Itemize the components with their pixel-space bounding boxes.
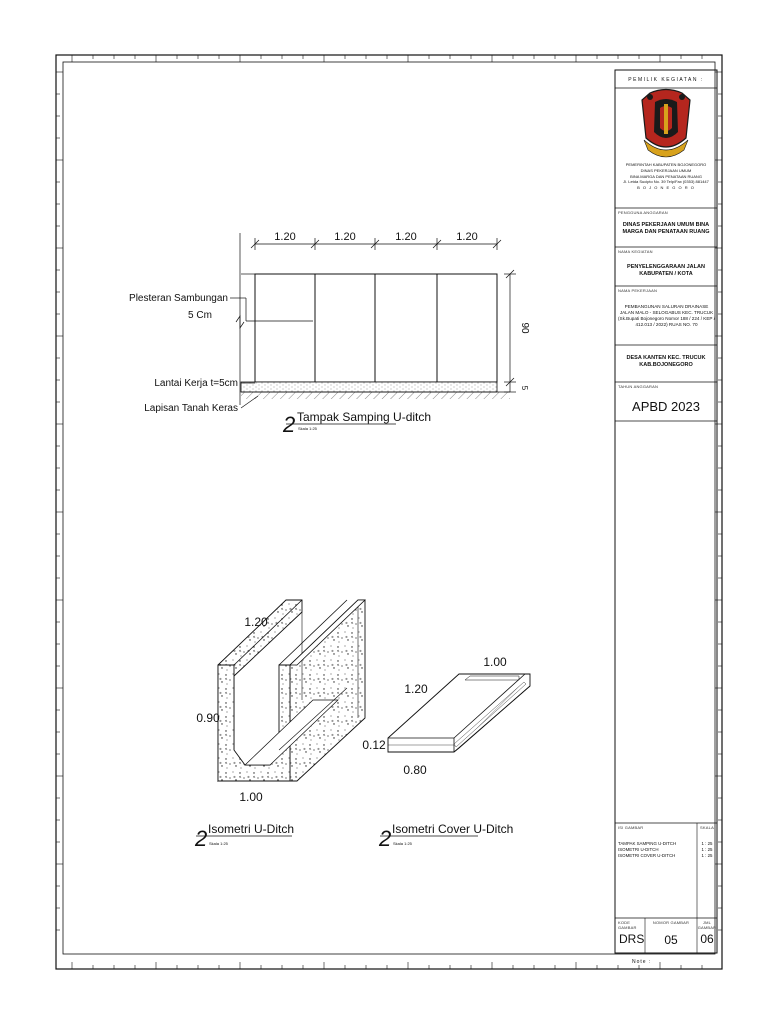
number-value: 05 [664, 933, 678, 947]
scale-label: SKALA [700, 825, 714, 830]
year-value: APBD 2023 [632, 399, 700, 414]
agency-line-5: B O J O N E G O R O [637, 185, 695, 191]
drawing-scale-1: 1 : 25 [701, 841, 713, 846]
count-label: JML GAMBAR [697, 920, 717, 930]
dim-floor: 5 [520, 385, 529, 391]
activity-label: NAMA KEGIATAN [618, 249, 653, 254]
activity-value: PENYELENGGARAAN JALAN KABUPATEN / KOTA [627, 264, 705, 277]
label-joint-line2: 5 Cm [188, 310, 212, 321]
side-view-drawing [230, 233, 516, 424]
job-label: NAMA PEKERJAAN [618, 288, 658, 293]
user-label: PENGGUNA ANGGARAN [618, 210, 668, 215]
job-value: PEMBANGUNAN SALURAN DRAINASE JALAN MALO - SELOGABUS KEC. TRUCUK (Sk.Bupati Bojonegoro Nomor 188 / 224 / KEP / 412.013 / 2022) RUAS NO. 70 [618, 304, 715, 327]
cover-title-mark: 2 [379, 826, 392, 851]
label-soil: Lapisan Tanah Keras [144, 403, 238, 414]
agency-address [617, 162, 715, 208]
cover-dim-width: 0.80 [403, 763, 427, 777]
side-view-title: Tampak Samping U-ditch [297, 410, 432, 424]
dim-segment-3: 1.20 [395, 231, 417, 243]
uditch-title: Isometri U-Ditch [208, 822, 295, 836]
drawing-name-3: ISOMETRI COVER U-DITCH [618, 853, 676, 858]
cover-scale: Skala 1:25 [393, 841, 412, 846]
number-label: NOMOR GAMBAR [652, 920, 690, 925]
location-value: DESA KANTEN KEC. TRUCUK KAB.BOJONEGORO [626, 355, 706, 368]
dim-segment-1: 1.20 [274, 231, 296, 243]
owner-header: PEMILIK KEGIATAN : [628, 77, 704, 83]
uditch-dim-width: 1.00 [239, 790, 263, 804]
bojonegoro-emblem-icon [642, 90, 690, 158]
note-label: Note : [632, 959, 652, 965]
agency-line-4: Jl. Letda Sucipto No. 39 Telp/Fax (0353) 881447 [623, 179, 709, 185]
user-value: DINAS PEKERJAAN UMUM BINA MARGA DAN PENATAAN RUANG [622, 222, 710, 235]
drawing-name-2: ISOMETRI U-DITCH [618, 847, 659, 852]
uditch-dim-length: 1.20 [244, 615, 268, 629]
drawing-scale-2: 1 : 25 [701, 847, 713, 852]
year-label: TAHUN ANGGARAN [618, 384, 659, 389]
cover-dim-depth: 1.20 [404, 682, 428, 696]
drawing-scale-3: 1 : 25 [701, 853, 713, 858]
code-label: KODE GAMBAR [618, 920, 637, 930]
cover-dim-length: 1.00 [483, 655, 507, 669]
agency-line-2: DINAS PEKERJAAN UMUM [640, 167, 692, 173]
drawing-scales [697, 841, 717, 865]
label-floor: Lantai Kerja t=5cm [154, 378, 238, 389]
count-value: 06 [700, 932, 714, 946]
drawing-list-label: ISI GAMBAR [618, 825, 644, 830]
side-view-title-mark: 2 [283, 412, 296, 437]
uditch-scale: Skala 1:25 [209, 841, 228, 846]
side-view-scale: Skala 1:25 [298, 426, 317, 431]
dim-segment-4: 1.20 [456, 231, 478, 243]
uditch-dim-height: 0.90 [196, 711, 220, 725]
cover-dim-thick: 0.12 [362, 738, 386, 752]
label-joint-line1: Plesteran Sambungan [129, 293, 228, 304]
drawing-list [618, 841, 696, 865]
drawing-name-1: TAMPAK SAMPING U-DITCH [618, 841, 677, 846]
agency-line-3: BINA MARGA DAN PENATAAN RUANG [630, 173, 702, 179]
dim-segment-2: 1.20 [334, 231, 356, 243]
agency-line-1: PEMERINTAH KABUPATEN BOJONEGORO [625, 162, 707, 167]
iso-uditch-drawing [218, 600, 365, 781]
dim-height: 90 [519, 322, 530, 334]
code-value: DRS [619, 932, 645, 946]
cover-title: Isometri Cover U-Ditch [392, 822, 514, 836]
uditch-title-mark: 2 [195, 826, 208, 851]
